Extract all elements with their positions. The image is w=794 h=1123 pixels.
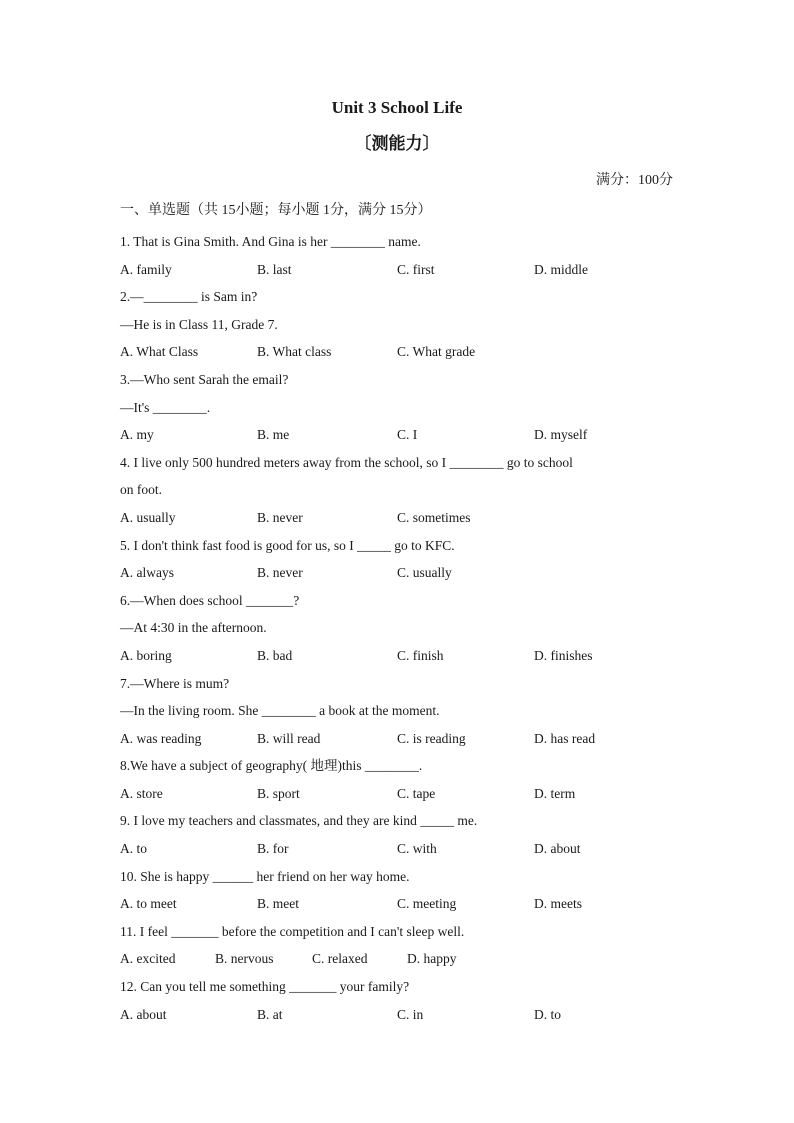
answer-options (120, 340, 680, 368)
answer-option[interactable]: D. about (534, 841, 581, 857)
answer-option[interactable]: A. What Class (120, 344, 199, 360)
question-item (120, 285, 680, 368)
question-item (120, 672, 680, 755)
question-item (120, 975, 680, 1030)
question-text: —In the living room. She ________ a book at the moment. (120, 703, 440, 719)
question-text: 3.—Who sent Sarah the email? (120, 371, 289, 387)
answer-option[interactable]: A. excited (120, 951, 176, 967)
answer-option[interactable]: D. happy (407, 951, 457, 967)
question-text: 8.We have a subject of geography( 地理)this ________. (120, 758, 423, 774)
question-item (120, 754, 680, 809)
answer-options (120, 727, 680, 755)
answer-option[interactable]: B. will read (257, 730, 321, 746)
answer-option[interactable]: B. for (257, 841, 289, 857)
question-text: 6.—When does school _______? (120, 592, 300, 608)
answer-option[interactable]: A. was reading (120, 730, 202, 746)
answer-option[interactable]: B. nervous (215, 951, 274, 967)
question-text: 12. Can you tell me something _______ your family? (120, 979, 410, 995)
question-text: 11. I feel _______ before the competition and I can't sleep well. (120, 923, 465, 939)
answer-option[interactable]: C. with (397, 841, 437, 857)
answer-option[interactable]: D. meets (534, 896, 582, 912)
answer-option[interactable]: B. me (257, 427, 290, 443)
question-text: 4. I live only 500 hundred meters away from the school, so I ________ go to school (120, 454, 573, 470)
question-item (120, 230, 680, 285)
answer-option[interactable]: C. finish (397, 647, 444, 663)
question-text: 9. I love my teachers and classmates, and they are kind _____ me. (120, 813, 478, 829)
question-text: on foot. (120, 482, 162, 498)
answer-option[interactable]: C. usually (397, 565, 452, 581)
answer-option[interactable]: D. myself (534, 427, 588, 443)
question-text: —He is in Class 11, Grade 7. (120, 316, 278, 332)
question-item (120, 920, 680, 975)
question-text: 7.—Where is mum? (120, 675, 230, 691)
question-list (120, 230, 680, 1030)
question-text: —At 4:30 in the afternoon. (120, 620, 267, 636)
answer-option[interactable]: A. my (120, 427, 154, 443)
answer-option[interactable]: C. meeting (397, 896, 457, 912)
answer-options (120, 423, 680, 451)
section-heading: 一、单选题（共 15小题；每小题 1分，满分 15分） (120, 203, 432, 218)
question-item (120, 589, 680, 672)
question-text: 1. That is Gina Smith. And Gina is her ________ name. (120, 234, 421, 249)
answer-option[interactable]: A. store (120, 785, 163, 801)
answer-option[interactable]: B. never (257, 565, 303, 581)
answer-option[interactable]: B. last (257, 261, 292, 277)
page-title: Unit 3 School Life (331, 98, 463, 117)
answer-option[interactable]: C. is reading (397, 730, 466, 746)
answer-option[interactable]: B. What class (257, 344, 332, 360)
answer-option[interactable]: C. sometimes (397, 509, 471, 525)
answer-option[interactable]: C. tape (397, 785, 436, 801)
question-item (120, 809, 680, 864)
full-score: 满分：100分 (596, 173, 673, 188)
question-text: 10. She is happy ______ her friend on her way home. (120, 868, 410, 884)
answer-option[interactable]: C. What grade (397, 344, 476, 360)
question-text: 2.—________ is Sam in? (120, 289, 258, 305)
question-item (120, 451, 680, 534)
answer-option[interactable]: A. boring (120, 647, 172, 663)
answer-options (120, 506, 680, 534)
answer-options (120, 782, 680, 810)
answer-options (120, 892, 680, 920)
answer-option[interactable]: A. always (120, 565, 174, 581)
answer-options (120, 947, 680, 975)
answer-option[interactable]: B. meet (257, 896, 299, 912)
answer-options (120, 644, 680, 672)
answer-option[interactable]: A. to (120, 841, 147, 857)
question-item (120, 368, 680, 451)
answer-option[interactable]: A. family (120, 261, 172, 277)
answer-option[interactable]: B. bad (257, 647, 293, 663)
answer-option[interactable]: C. in (397, 1006, 424, 1022)
answer-option[interactable]: D. term (534, 785, 576, 801)
answer-options (120, 837, 680, 865)
question-text: 5. I don't think fast food is good for us, so I _____ go to KFC. (120, 537, 455, 553)
answer-option[interactable]: B. never (257, 509, 303, 525)
answer-option[interactable]: D. has read (534, 730, 596, 746)
question-item (120, 865, 680, 920)
answer-option[interactable]: C. first (397, 261, 435, 277)
answer-option[interactable]: A. to meet (120, 896, 177, 912)
answer-options (120, 258, 680, 286)
question-text: —It's ________. (120, 399, 211, 415)
answer-option[interactable]: D. middle (534, 261, 588, 277)
answer-option[interactable]: B. sport (257, 785, 300, 801)
answer-option[interactable]: D. finishes (534, 647, 593, 663)
answer-options (120, 561, 680, 589)
answer-option[interactable]: A. about (120, 1006, 167, 1022)
page-subtitle: 〔测能力〕 (354, 134, 440, 153)
question-item (120, 534, 680, 589)
answer-option[interactable]: C. I (397, 427, 418, 443)
answer-option[interactable]: C. relaxed (312, 951, 368, 967)
answer-option[interactable]: A. usually (120, 509, 176, 525)
answer-option[interactable]: B. at (257, 1006, 283, 1022)
answer-option[interactable]: D. to (534, 1006, 561, 1022)
answer-options (120, 1003, 680, 1031)
